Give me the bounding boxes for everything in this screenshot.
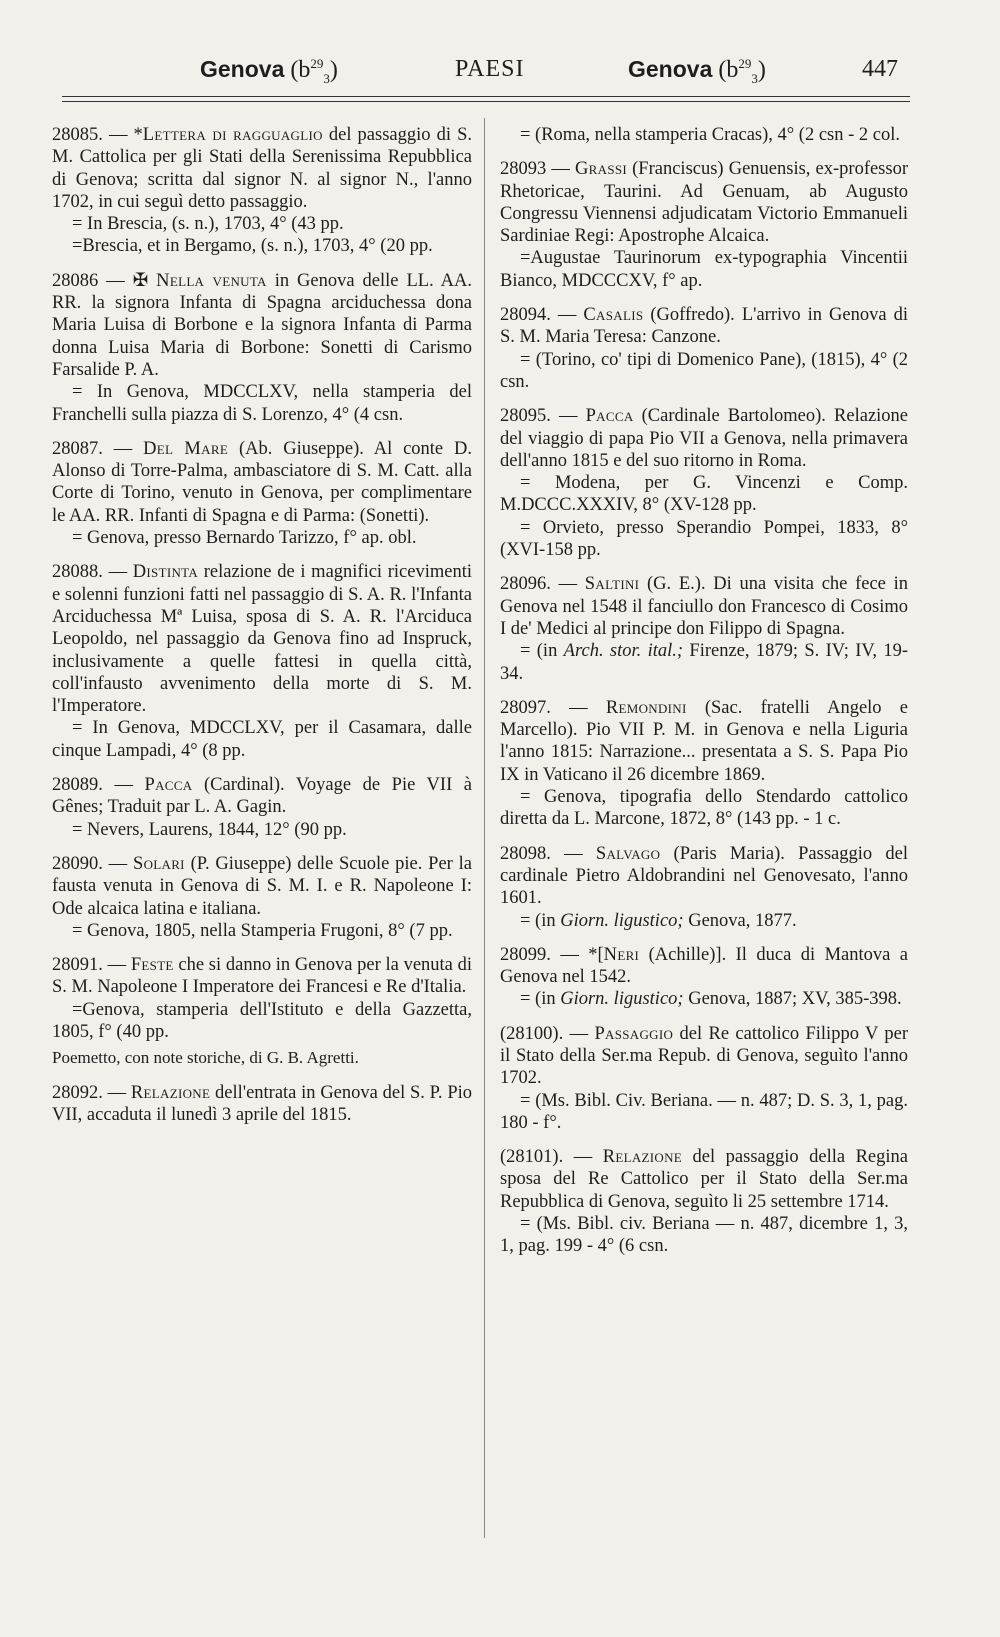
entry-heading: Remondini bbox=[605, 697, 687, 718]
entry-description bbox=[52, 954, 472, 999]
entry-heading: Lettera di ragguaglio bbox=[142, 125, 323, 145]
entry-number: 28086 bbox=[52, 270, 99, 291]
publication-details: Firenze, 1879; S. IV; IV, 19-34. bbox=[500, 641, 908, 684]
entry-text: (Goffredo). L'arrivo in Genova di S. M. Maria Teresa: Canzone. bbox=[500, 305, 908, 348]
entry-number: 28099. bbox=[500, 944, 551, 965]
header-left-sub: 3 bbox=[323, 70, 330, 86]
bibliography-entry bbox=[500, 697, 908, 831]
header-right-title bbox=[628, 56, 766, 87]
entry-dash: — bbox=[102, 775, 145, 796]
entry-publication: =Augustae Taurinorum ex-typographia Vincentii Bianco, MDCCCXV, f° ap. bbox=[500, 248, 908, 291]
entry-text: del passaggio di S. M. Cattolica per gli Stati della Serenissima Repubblica di Genova; scritta dal signor N. al signor N., l'anno 1702, in cui seguì detto passaggio. bbox=[52, 125, 472, 212]
entry-description bbox=[500, 697, 908, 786]
entry-text: (Paris Maria). Passaggio del cardinale Pietro Aldobrandini nel Genovesato, l'anno 1601. bbox=[500, 843, 908, 909]
entry-note: Poemetto, con note storiche, di G. B. Agretti. bbox=[52, 1048, 359, 1068]
entry-dash: — bbox=[550, 305, 584, 326]
entry-publication: = Genova, tipografia dello Stendardo cattolico diretta da L. Marcone, 1872, 8° (143 pp. - 1 c. bbox=[500, 787, 908, 830]
entry-description bbox=[52, 561, 472, 717]
entry-text: che si danno in Genova per la venuta di S. M. Napoleone I Imperatore dei Francesi e Re d'Italia. bbox=[52, 955, 472, 998]
entry-text: (Ab. Giuseppe). Al conte D. Alonso di Torre-Palma, ambasciatore di S. M. Catt. alla Corte di Torino, venuto in Genova, per complimentare le AA. RR. Infanti di Spagna e di Parma: (Sonetti). bbox=[52, 438, 472, 526]
entry-description bbox=[52, 774, 472, 819]
bibliography-entry bbox=[500, 944, 908, 1011]
bibliography-entry bbox=[500, 1023, 908, 1134]
entry-dash: — bbox=[102, 853, 133, 874]
entry-number: 28096. bbox=[500, 574, 551, 595]
entry-dash: — bbox=[550, 406, 586, 427]
entry-heading: Nella venuta bbox=[156, 270, 267, 291]
header-rule-thin bbox=[62, 101, 910, 102]
entry-description bbox=[500, 405, 908, 472]
entry-publication: = In Genova, MDCCLXV, per il Casamara, dalle cinque Lampadi, 4° (8 pp. bbox=[52, 718, 472, 761]
entry-description bbox=[500, 1146, 908, 1213]
entry-publication bbox=[500, 640, 908, 685]
entry-heading: Feste bbox=[130, 955, 174, 976]
bibliography-entry bbox=[52, 270, 472, 426]
entry-publication: =Genova, stamperia dell'Istituto e della Gazzetta, 1805, f° (40 pp. bbox=[52, 999, 472, 1042]
entry-text: dell'entrata in Genova del S. P. Pio VII, accaduta il lunedì 3 aprile del 1815. bbox=[52, 1082, 472, 1125]
entry-number: 28087. bbox=[52, 438, 103, 459]
bibliography-entry bbox=[52, 438, 472, 549]
header-left-city: Genova bbox=[200, 56, 285, 82]
entry-number: 28088. bbox=[52, 562, 103, 583]
header-left-close: ) bbox=[329, 57, 338, 83]
entry-text: (P. Giuseppe) delle Scuole pie. Per la fausta venuta in Genova di S. M. I. e R. Napoleone I: Ode alcaica latina e italiana. bbox=[52, 853, 472, 919]
entry-heading: Solari bbox=[132, 853, 185, 874]
header-left-title bbox=[200, 56, 338, 87]
publication-journal: Giorn. ligustico; bbox=[560, 910, 684, 931]
publication-details: Genova, 1887; XV, 385-398. bbox=[683, 989, 902, 1010]
bibliography-entry bbox=[500, 573, 908, 684]
header-rule bbox=[62, 96, 910, 97]
entry-description bbox=[500, 573, 908, 640]
entry-publication bbox=[500, 988, 908, 1010]
entry-dash: — bbox=[102, 955, 131, 976]
entry-publication: = In Brescia, (s. n.), 1703, 4° (43 pp. bbox=[72, 214, 344, 235]
entry-description bbox=[52, 270, 472, 381]
entry-number: 28092. bbox=[52, 1082, 103, 1103]
entry-heading: Pacca bbox=[585, 406, 634, 427]
bibliography-entry bbox=[52, 954, 472, 1069]
entry-heading: Pacca bbox=[144, 775, 193, 796]
entry-heading: Saltini bbox=[584, 574, 640, 595]
header-right-close: ) bbox=[757, 57, 766, 83]
publication-prefix: = (in bbox=[520, 641, 564, 662]
entry-dash: — bbox=[550, 574, 585, 595]
entry-heading: Distinta bbox=[132, 562, 199, 583]
entry-description bbox=[52, 124, 472, 213]
entry-heading: Grassi bbox=[575, 159, 628, 180]
entry-dash: — *[ bbox=[550, 944, 604, 965]
page-header bbox=[60, 56, 910, 92]
entry-dash: — bbox=[550, 843, 596, 864]
entry-dash: — bbox=[546, 159, 575, 180]
entry-text: (Franciscus) Genuensis, ex-professor Rhetoricae, Taurini. Ad Genuam, ab Augusto Congressu Viennensi adjudicatam Victorio Emmanueli Sardiniae Regi: Apostrophe Alcaica. bbox=[500, 159, 908, 247]
entry-publication: = (Roma, nella stamperia Cracas), 4° (2 csn - 2 col. bbox=[520, 125, 900, 145]
header-right-sup: 29 bbox=[738, 56, 752, 71]
header-left-code: (b bbox=[290, 57, 311, 83]
entry-number: 28090. bbox=[52, 853, 103, 874]
entry-heading: Del Mare bbox=[143, 438, 229, 459]
bibliography-entry bbox=[52, 853, 472, 942]
page-number: 447 bbox=[862, 56, 898, 82]
bibliography-entry bbox=[500, 843, 908, 932]
publication-prefix: = (in bbox=[520, 989, 561, 1010]
entry-heading: Neri bbox=[603, 944, 640, 965]
left-column bbox=[52, 124, 472, 1138]
entry-heading: Relazione bbox=[602, 1147, 683, 1168]
bibliography-entry bbox=[500, 304, 908, 393]
entry-heading: Relazione bbox=[130, 1082, 211, 1103]
bibliography-entry bbox=[52, 561, 472, 762]
bibliography-entry bbox=[500, 158, 908, 292]
publication-journal: Giorn. ligustico; bbox=[560, 989, 684, 1010]
entry-heading: Passaggio bbox=[594, 1023, 674, 1044]
entry-dash: — bbox=[102, 438, 144, 459]
entry-publication: = Genova, 1805, nella Stamperia Frugoni, 8° (7 pp. bbox=[72, 920, 453, 941]
publication-prefix: = (in bbox=[520, 910, 561, 931]
entry-publication: = Orvieto, presso Sperandio Pompei, 1833, 8° (XVI-158 pp. bbox=[500, 517, 908, 561]
entry-publication: = In Genova, MDCCLXV, nella stamperia del Franchelli sulla piazza di S. Lorenzo, 4° (4 csn. bbox=[52, 382, 472, 425]
entry-dash: — ✠ bbox=[98, 270, 157, 291]
entry-publication bbox=[500, 910, 908, 932]
entry-heading: Salvago bbox=[595, 843, 661, 864]
entry-heading: Casalis bbox=[583, 305, 644, 326]
entry-text: (Sac. fratelli Angelo e Marcello). Pio VII P. M. in Genova e nella Liguria l'anno 1815: Narrazione... presentata a S. S. Papa Pio IX in Vaticano il 26 dicembre 1869. bbox=[500, 697, 908, 785]
entry-number: 28091. bbox=[52, 955, 103, 976]
bibliography-entry bbox=[500, 124, 908, 146]
entry-text: (Cardinale Bartolomeo). Relazione del viaggio di papa Pio VII a Genova, nella primavera dell'anno 1815 e del suo ritorno in Roma. bbox=[500, 406, 908, 471]
publication-details: Genova, 1877. bbox=[683, 910, 797, 931]
entry-text: del Re cattolico Filippo V per il Stato della Ser.ma Repub. di Genova, seguìto l'anno 1702. bbox=[500, 1023, 909, 1089]
entry-description bbox=[52, 853, 472, 920]
entry-dash: — bbox=[563, 1147, 603, 1168]
entry-description bbox=[500, 158, 908, 247]
entry-text: del passaggio della Regina sposa del Re Cattolico per il Stato della Ser.ma Repubblica di Genova, seguìto li 25 settembre 1714. bbox=[500, 1147, 908, 1212]
entry-description bbox=[52, 438, 472, 527]
entry-text: (G. E.). Di una visita che fece in Genova nel 1548 il fanciullo don Francesco di Cosimo I de' Medici al principe don Filippo di Spagna. bbox=[500, 574, 908, 639]
entry-dash: — * bbox=[102, 125, 143, 145]
entry-publication: = Nevers, Laurens, 1844, 12° (90 pp. bbox=[72, 819, 347, 840]
entry-number: 28095. bbox=[500, 406, 551, 427]
header-right-code: (b bbox=[718, 57, 739, 83]
entry-publication: = (Ms. Bibl. civ. Beriana — n. 487, dicembre 1, 3, 1, pag. 199 - 4° (6 csn. bbox=[500, 1214, 908, 1257]
entry-publication: =Brescia, et in Bergamo, (s. n.), 1703, 4° (20 pp. bbox=[72, 236, 433, 257]
entry-text: (Achille)]. Il duca di Mantova a Genova nel 1542. bbox=[500, 944, 908, 988]
entry-number: 28094. bbox=[500, 305, 551, 326]
bibliography-entry bbox=[52, 1082, 472, 1127]
entry-dash: — bbox=[102, 1082, 131, 1103]
entry-number: (28101). bbox=[500, 1147, 564, 1168]
entry-text: in Genova delle LL. AA. RR. la signora Infanta di Spagna arciduchessa dona Maria Luisa di Borbone e la signora Infanta di Parma donna Luisa Maria di Borbone: Sonetti di Carismo Farsalide P. A. bbox=[52, 270, 472, 380]
entry-number: (28100). bbox=[500, 1023, 564, 1044]
header-center-title: PAESI bbox=[455, 56, 525, 82]
publication-journal: Arch. stor. ital.; bbox=[563, 641, 684, 662]
bibliography-entry bbox=[52, 774, 472, 841]
entry-text: relazione de i magnifici ricevimenti e solenni funzioni fatti nel passaggio di S. A. R. l'Infanta Arciduchessa Mª Luisa, sposa di S. A. R. l'Arciduca Leopoldo, nel passaggio da Genova fino ad Inspruck, inclusivamente a quelle fattesi in quella città, coll'infausto avvenimento della morte di S. M. l'Imperatore. bbox=[52, 562, 473, 717]
entry-publication: = Genova, presso Bernardo Tarizzo, f° ap. obl. bbox=[72, 528, 417, 549]
header-left-sup: 29 bbox=[310, 56, 324, 71]
entry-description bbox=[500, 944, 908, 989]
entry-number: 28085. bbox=[52, 125, 103, 145]
entry-publication: = Modena, per G. Vincenzi e Comp. M.DCCC.XXXIV, 8° (XV-128 pp. bbox=[500, 473, 908, 516]
entry-number: 28089. bbox=[52, 775, 103, 796]
entry-text: (Cardinal). Voyage de Pie VII à Gênes; Traduit par L. A. Gagin. bbox=[52, 775, 473, 818]
entry-description bbox=[500, 304, 908, 349]
bibliography-entry bbox=[52, 124, 472, 258]
entry-dash: — bbox=[550, 697, 606, 718]
entry-publication: = (Torino, co' tipi di Domenico Pane), (1815), 4° (2 csn. bbox=[500, 349, 908, 392]
entry-number: 28097. bbox=[500, 697, 551, 718]
entry-publication: = (Ms. Bibl. Civ. Beriana. — n. 487; D. S. 3, 1, pag. 180 - f°. bbox=[500, 1090, 908, 1133]
bibliography-entry bbox=[500, 405, 908, 561]
right-column bbox=[500, 124, 908, 1270]
entry-number: 28093 bbox=[500, 159, 547, 180]
header-right-sub: 3 bbox=[751, 70, 758, 86]
entry-dash: — bbox=[563, 1023, 595, 1044]
entry-number: 28098. bbox=[500, 843, 551, 864]
header-right-city: Genova bbox=[628, 56, 713, 82]
entry-dash: — bbox=[102, 562, 133, 583]
entry-description bbox=[500, 843, 908, 910]
entry-description bbox=[52, 1082, 472, 1127]
column-divider bbox=[484, 118, 485, 1538]
bibliography-entry bbox=[500, 1146, 908, 1257]
entry-description bbox=[500, 1023, 908, 1090]
